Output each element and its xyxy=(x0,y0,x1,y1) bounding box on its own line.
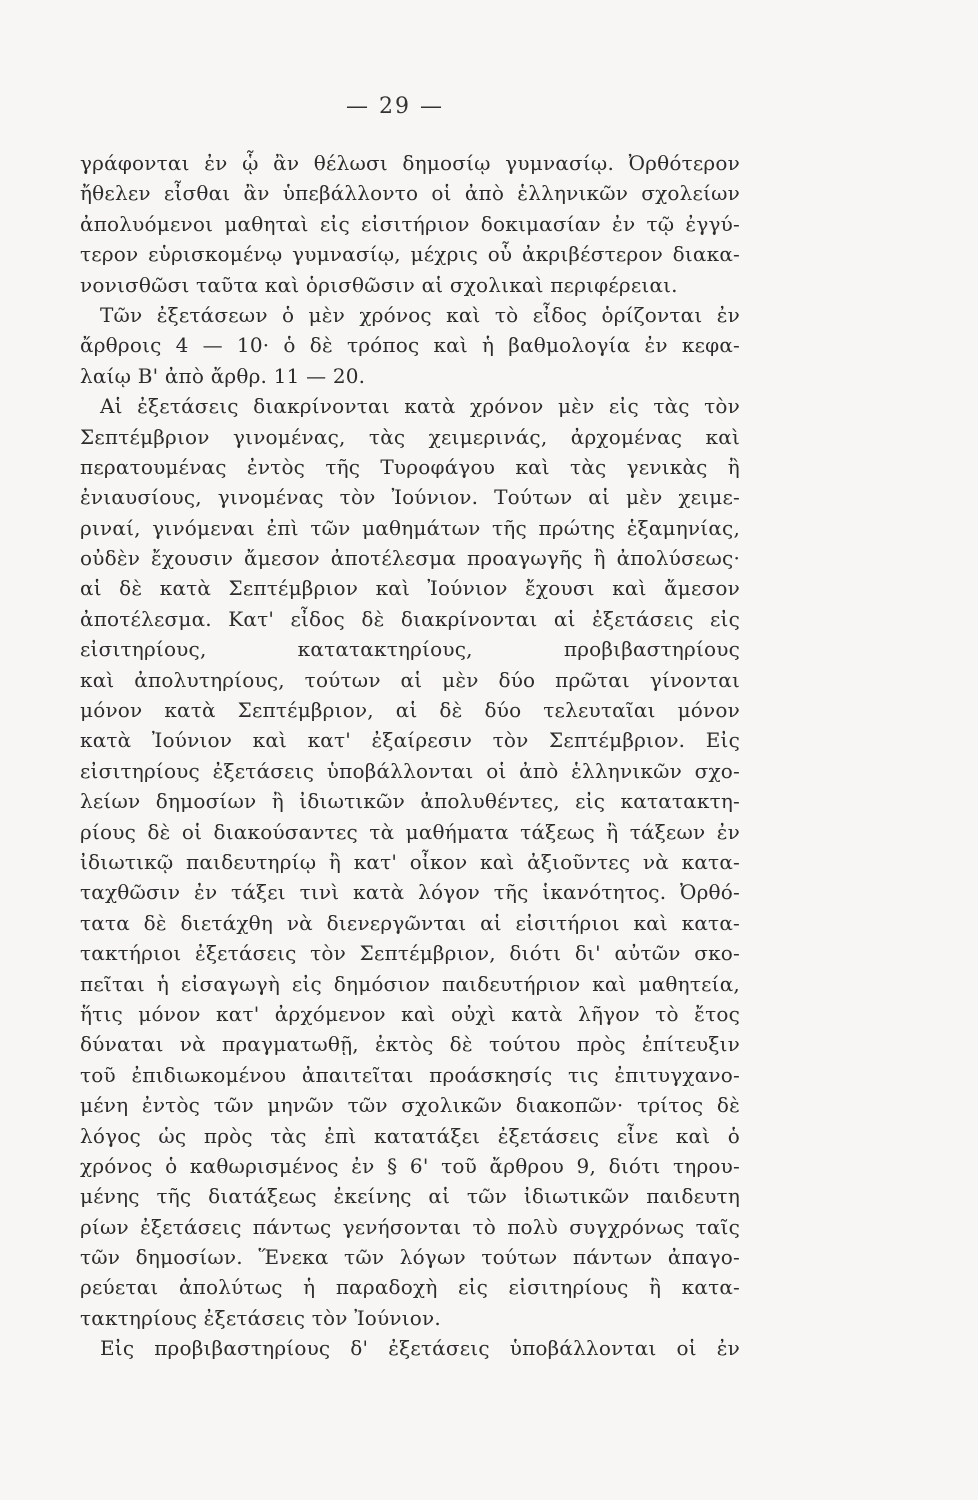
text-line: Αἱ ἐξετάσεις διακρίνονται κατὰ χρόνον μὲν εἰς τὰς τὸν xyxy=(100,394,740,419)
text-line: ἥτις μόνον κατ' ἀρχόμενον καὶ οὐχὶ κατὰ λῆγον τὸ ἔτος xyxy=(80,1001,740,1026)
text-line: οὐδὲν ἔχουσιν ἄμεσον ἀποτέλεσμα προαγωγῆς ἢ ἀπολύσεως· xyxy=(80,546,740,571)
text-line: χρόνος ὁ καθωρισμένος ἐν § 6' τοῦ ἄρθρου 9, διότι τηρου- xyxy=(80,1153,740,1178)
text-line: ἤθελεν εἶσθαι ἂν ὑπεβάλλοντο οἱ ἀπὸ ἑλληνικῶν σχολείων xyxy=(80,181,740,206)
text-line: Τῶν ἐξετάσεων ὁ μὲν χρόνος καὶ τὸ εἶδος ὁρίζονται ἐν xyxy=(100,302,740,327)
text-line: καὶ ἀπολυτηρίους, τούτων αἱ μὲν δύο πρῶται γίνονται xyxy=(80,667,740,692)
text-line: εἰσιτηρίους ἐξετάσεις ὑποβάλλονται οἱ ἀπὸ ἑλληνικῶν σχο- xyxy=(80,758,740,783)
text-line: ρίων ἐξετάσεις πάντως γενήσονται τὸ πολὺ συγχρόνως ταῖς xyxy=(80,1214,740,1239)
text-line: μένης τῆς διατάξεως ἐκείνης αἱ τῶν ἰδιωτικῶν παιδευτη xyxy=(80,1184,740,1209)
text-line: πεῖται ἡ εἰσαγωγὴ εἰς δημόσιον παιδευτήριον καὶ μαθητεία, xyxy=(80,971,740,996)
text-line: ἐνιαυσίους, γινομένας τὸν Ἰούνιον. Τούτων αἱ μὲν χειμε- xyxy=(80,485,740,510)
text-line: τοῦ ἐπιδιωκομένου ἀπαιτεῖται προάσκησίς τις ἐπιτυγχανο- xyxy=(80,1062,740,1087)
text-line: ἰδιωτικῷ παιδευτηρίῳ ἢ κατ' οἶκον καὶ ἀξιοῦντες νὰ κατα- xyxy=(80,849,740,874)
text-line: ἄρθροις 4 — 10· ὁ δὲ τρόπος καὶ ἡ βαθμολογία ἐν κεφα- xyxy=(80,333,740,358)
text-line: γράφονται ἐν ᾧ ἂν θέλωσι δημοσίῳ γυμνασίῳ. Ὀρθότερον xyxy=(80,151,740,175)
text-line: λόγος ὡς πρὸς τὰς ἐπὶ κατατάξει ἐξετάσεις εἶνε καὶ ὁ xyxy=(80,1123,740,1148)
text-line: περατουμένας ἐντὸς τῆς Τυροφάγου καὶ τὰς γενικὰς ἢ xyxy=(80,454,740,479)
text-line: λαίῳ Β' ἀπὸ ἄρθρ. 11 — 20. xyxy=(80,363,366,388)
text-line: μόνον κατὰ Σεπτέμβριον, αἱ δὲ δύο τελευταῖαι μόνον xyxy=(80,698,740,723)
body-text xyxy=(80,148,740,1364)
text-line: κατὰ Ἰούνιον καὶ κατ' ἐξαίρεσιν τὸν Σεπτέμβριον. Εἰς xyxy=(80,728,740,753)
text-line: εἰσιτηρίους, κατατακτηρίους, προβιβαστηρίους xyxy=(80,637,740,662)
text-line: ἀποτέλεσμα. Κατ' εἶδος δὲ διακρίνονται αἱ ἐξετάσεις εἰς xyxy=(80,606,740,631)
text-line: δύναται νὰ πραγματωθῇ, ἐκτὸς δὲ τούτου πρὸς ἐπίτευξιν xyxy=(80,1032,740,1057)
text-line: μένη ἐντὸς τῶν μηνῶν τῶν σχολικῶν διακοπῶν· τρίτος δὲ xyxy=(80,1093,740,1118)
text-line: τακτήριοι ἐξετάσεις τὸν Σεπτέμβριον, διότι δι' αὐτῶν σκο- xyxy=(80,941,740,966)
text-line: ἀπολυόμενοι μαθηταὶ εἰς εἰσιτήριον δοκιμασίαν ἐν τῷ ἐγγύ- xyxy=(80,211,740,236)
text-line: Εἰς προβιβαστηρίους δ' ἐξετάσεις ὑποβάλλονται οἱ ἐν xyxy=(100,1336,740,1361)
text-line: λείων δημοσίων ἢ ἰδιωτικῶν ἀπολυθέντες, εἰς κατατακτη- xyxy=(80,789,740,814)
text-line: ριναί, γινόμεναι ἐπὶ τῶν μαθημάτων τῆς πρώτης ἑξαμηνίας, xyxy=(80,515,740,540)
text-line: τακτηρίους ἐξετάσεις τὸν Ἰούνιον. xyxy=(80,1305,441,1330)
text-line: αἱ δὲ κατὰ Σεπτέμβριον καὶ Ἰούνιον ἔχουσι καὶ ἄμεσον xyxy=(80,576,740,601)
text-line: ρεύεται ἀπολύτως ἡ παραδοχὴ εἰς εἰσιτηρίους ἢ κατα- xyxy=(80,1275,740,1300)
text-line: ταχθῶσιν ἐν τάξει τινὶ κατὰ λόγον τῆς ἱκανότητος. Ὀρθό- xyxy=(80,880,740,905)
page-number: — 29 — xyxy=(346,94,444,119)
text-line: τερον εὑρισκομένῳ γυμνασίῳ, μέχρις οὗ ἀκριβέστερον διακα- xyxy=(80,242,740,267)
text-line: τῶν δημοσίων. Ἕνεκα τῶν λόγων τούτων πάντων ἀπαγο- xyxy=(80,1245,740,1270)
text-line: τατα δὲ διετάχθη νὰ διενεργῶνται αἱ εἰσιτήριοι καὶ κατα- xyxy=(80,910,740,935)
text-line: ρίους δὲ οἱ διακούσαντες τὰ μαθήματα τάξεως ἢ τάξεων ἐν xyxy=(80,819,740,844)
text-line: νονισθῶσι ταῦτα καὶ ὁρισθῶσιν αἱ σχολικαὶ περιφέρειαι. xyxy=(80,272,678,297)
text-line: Σεπτέμβριον γινομένας, τὰς χειμερινάς, ἀρχομένας καὶ xyxy=(80,424,740,449)
